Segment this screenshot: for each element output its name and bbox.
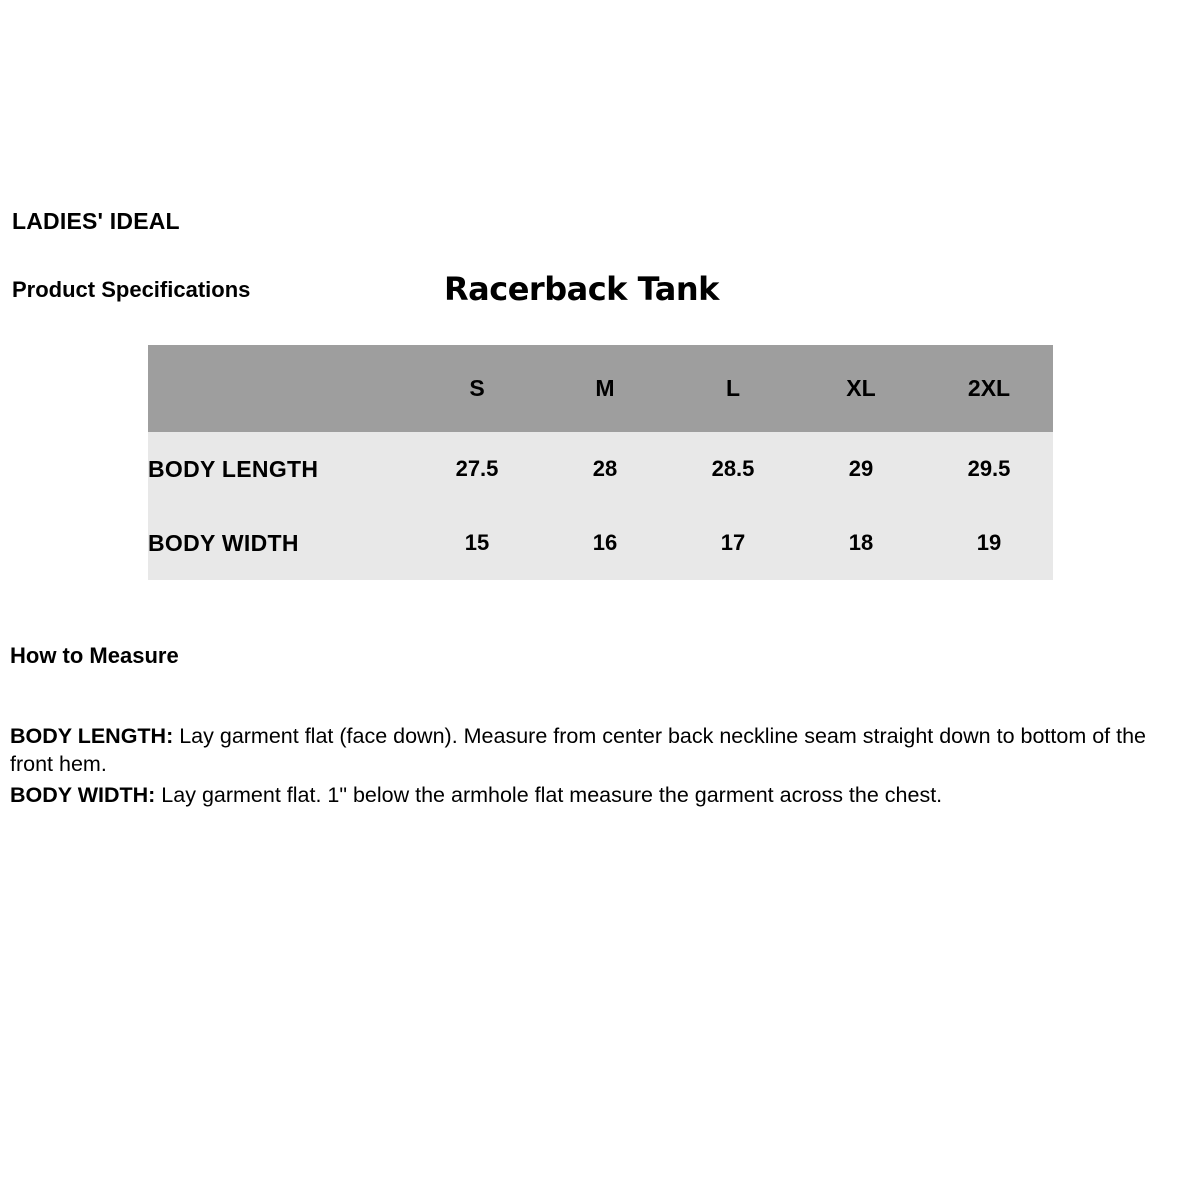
product-specifications-label: Product Specifications [12, 277, 251, 302]
table-header [148, 345, 1053, 432]
measure-text-body-width: Lay garment flat. 1" below the armhole flat measure the garment across the chest. [155, 782, 943, 807]
cell-body-length-m: 28 [592, 456, 618, 481]
column-header-m: M [595, 375, 615, 401]
column-header-s: S [469, 375, 485, 401]
cell-body-width-l: 17 [720, 530, 746, 555]
measure-instruction-body-length [10, 722, 1190, 779]
column-header-l: L [725, 375, 741, 401]
table-body [148, 432, 1053, 580]
how-to-measure-body [10, 722, 1190, 811]
row-label-body-length: BODY LENGTH [148, 455, 319, 482]
column-header-2xl: 2XL [967, 375, 1011, 401]
table-corner-cell [148, 345, 413, 432]
column-header-xl: XL [846, 375, 876, 401]
measure-instruction-body-width [10, 781, 1190, 809]
measure-term-body-width: BODY WIDTH: [10, 782, 156, 807]
measure-term-body-length: BODY LENGTH: [10, 724, 174, 748]
how-to-measure-title: How to Measure [10, 643, 179, 668]
product-name: Racerback Tank [444, 270, 719, 308]
cell-body-length-l: 28.5 [711, 456, 755, 481]
cell-body-length-s: 27.5 [455, 456, 499, 481]
cell-body-width-m: 16 [592, 530, 618, 555]
table-header-row [148, 345, 1053, 432]
cell-body-length-2xl: 29.5 [967, 456, 1011, 481]
cell-body-width-xl: 18 [848, 530, 874, 555]
cell-body-length-xl: 29 [848, 456, 874, 481]
table-row [148, 506, 1053, 580]
size-chart-table [148, 345, 1053, 580]
cell-body-width-s: 15 [464, 530, 490, 555]
table-row [148, 432, 1053, 506]
row-label-body-width: BODY WIDTH [148, 529, 299, 556]
measure-text-body-length: Lay garment flat (face down). Measure from center back neckline seam straight down to bottom of the front hem. [10, 724, 1146, 777]
cell-body-width-2xl: 19 [976, 530, 1002, 555]
brand-title: LADIES' IDEAL [12, 208, 180, 234]
